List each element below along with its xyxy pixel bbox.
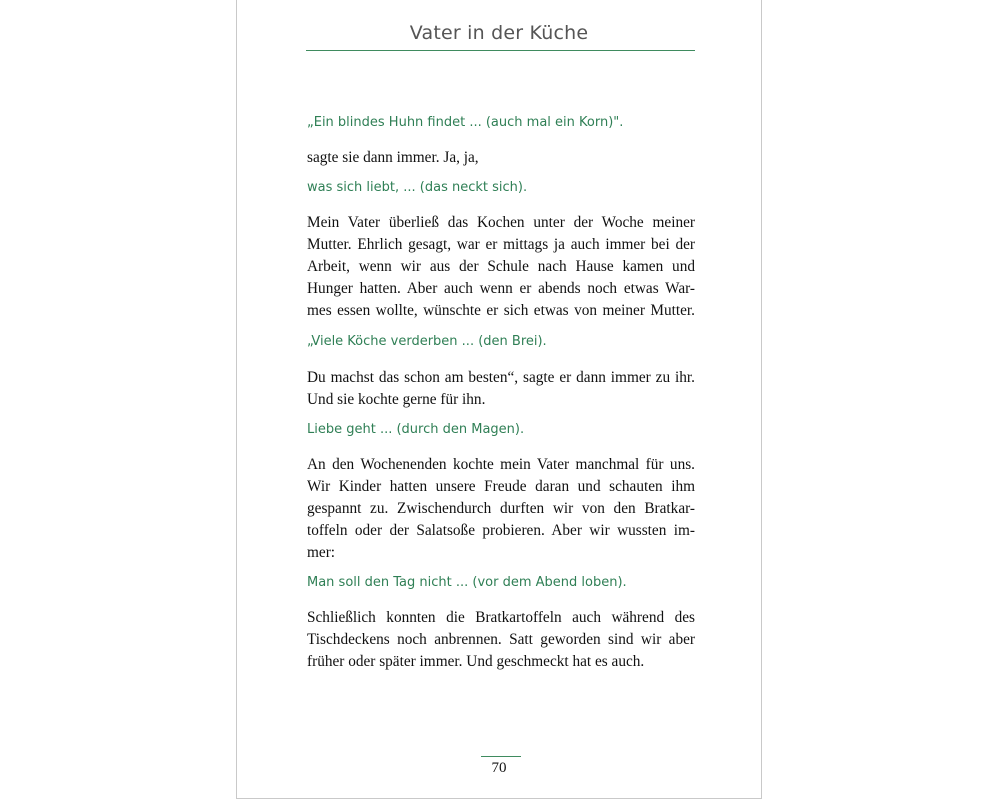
paragraph-line: An den Wochenenden kochte mein Vater manchmal für uns. <box>307 456 695 473</box>
paragraph-line: mes essen wollte, wünschte er sich etwas von meiner Mutter. <box>307 302 695 319</box>
running-header-title: Vater in der Küche <box>409 22 589 44</box>
page-number: 70 <box>491 760 507 776</box>
footer-rule <box>481 756 521 757</box>
paragraph-line: Schließlich konnten die Bratkartoffeln auch während des <box>307 609 695 626</box>
paragraph-line: Und sie kochte gerne für ihn. <box>307 391 486 408</box>
paragraph-line: Mein Vater überließ das Kochen unter der Woche meiner <box>307 214 695 231</box>
paragraph-line: Tischdeckens noch anbrennen. Satt geworden sind wir aber <box>307 631 695 648</box>
paragraph-5 <box>307 607 695 673</box>
paragraph-line: Hunger hatten. Aber auch wenn er abends noch etwas War- <box>307 280 695 297</box>
paragraph-1 <box>307 147 695 169</box>
paragraph-line: Arbeit, wenn wir aus der Schule nach Hause kamen und <box>307 258 695 275</box>
proverb-quote-4: Liebe geht ... (durch den Magen). <box>307 422 525 437</box>
paragraph-2 <box>307 212 695 322</box>
proverb-quote-2: was sich liebt, ... (das neckt sich). <box>307 180 528 195</box>
book-page <box>236 0 762 799</box>
paragraph-line: mer: <box>307 544 336 561</box>
paragraph-line: sagte sie dann immer. Ja, ja, <box>307 149 479 166</box>
paragraph-line: Wir Kinder hatten unsere Freude daran und schauten ihm <box>307 478 695 495</box>
proverb-quote-1: „Ein blindes Huhn findet ... (auch mal ein Korn)". <box>307 115 624 130</box>
proverb-quote-5: Man soll den Tag nicht ... (vor dem Abend loben). <box>307 575 627 590</box>
paragraph-line: Mutter. Ehrlich gesagt, war er mittags ja auch immer bei der <box>307 236 695 253</box>
paragraph-line: toffeln oder der Salatsoße probieren. Aber wir wussten im- <box>307 522 695 539</box>
paragraph-line: gespannt zu. Zwischendurch durften wir von den Bratkar- <box>307 500 695 517</box>
paragraph-line: früher oder später immer. Und geschmeckt hat es auch. <box>307 653 645 670</box>
header-rule <box>306 50 695 51</box>
paragraph-3 <box>307 367 695 411</box>
paragraph-line: Du machst das schon am besten“, sagte er dann immer zu ihr. <box>307 369 695 386</box>
paragraph-4 <box>307 454 695 564</box>
proverb-quote-3: „Viele Köche verderben ... (den Brei). <box>307 334 547 349</box>
